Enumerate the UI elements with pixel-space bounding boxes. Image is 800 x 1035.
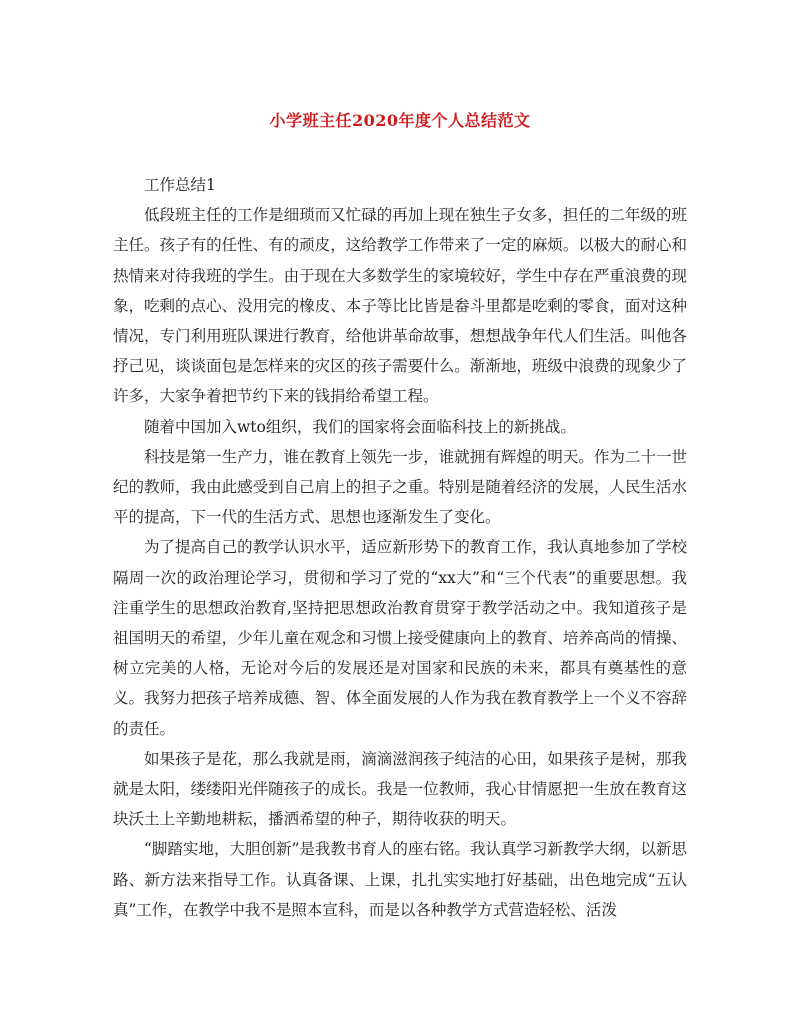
paragraph: 为了提高自己的教学认识水平，适应新形势下的教育工作，我认真地参加了学校隔周一次的政治理论学习，贯彻和学习了党的“xx大”和“三个代表”的重要思想。我注重学生的思想政治教育,坚持把思想政治教育贯穿于教学活动之中。我知道孩子是祖国明天的希望，少年儿童在观念和习惯上接受健康向上的教育、培养高尚的情操、树立完美的人格，无论对今后的发展还是对国家和民族的未来，都具有奠基性的意义。我努力把孩子培养成德、智、体全面发展的人作为我在教育教学上一个义不容辞的责任。 [113, 538, 687, 738]
paragraph: 科技是第一生产力，谁在教育上领先一步，谁就拥有辉煌的明天。作为二十一世纪的教师，我由此感受到自己肩上的担子之重。特别是随着经济的发展，人民生活水平的提高，下一代的生活方式、思想也逐渐发生了变化。 [113, 447, 687, 527]
paragraph: 如果孩子是花，那么我就是雨，滴滴滋润孩子纯洁的心田，如果孩子是树，那我就是太阳，缕缕阳光伴随孩子的成长。我是一位教师，我心甘情愿把一生放在教育这块沃土上辛勤地耕耘，播洒希望的种子，期待收获的明天。 [113, 749, 687, 829]
paragraph: 随着中国加入wto组织，我们的国家将会面临科技上的新挑战。 [144, 417, 576, 436]
paragraph: 低段班主任的工作是细琐而又忙碌的再加上现在独生子女多，担任的二年级的班主任。孩子有的任性、有的顽皮，这给教学工作带来了一定的麻烦。以极大的耐心和热情来对待我班的学生。由于现在大多数学生的家境较好，学生中存在严重浪费的现象，吃剩的点心、没用完的橡皮、本子等比比皆是畚斗里都是吃剩的零食，面对这种情况，专门利用班队课进行教育，给他讲革命故事，想想战争年代人们生活。叫他各抒己见，谈谈面包是怎样来的灾区的孩子需要什么。渐渐地，班级中浪费的现象少了许多，大家争着把节约下来的钱捐给希望工程。 [113, 206, 687, 406]
document-body [113, 170, 687, 925]
section-heading: 工作总结1 [144, 176, 216, 194]
paragraph: “脚踏实地，大胆创新”是我教书育人的座右铭。我认真学习新教学大纲，以新思路、新方法来指导工作。认真备课、上课，扎扎实实地打好基础，出色地完成“五认真”工作，在教学中我不是照本宣科，而是以各种教学方式营造轻松、活泼 [113, 840, 687, 919]
document-title: 小学班主任2020年度个人总结范文 [269, 111, 531, 130]
